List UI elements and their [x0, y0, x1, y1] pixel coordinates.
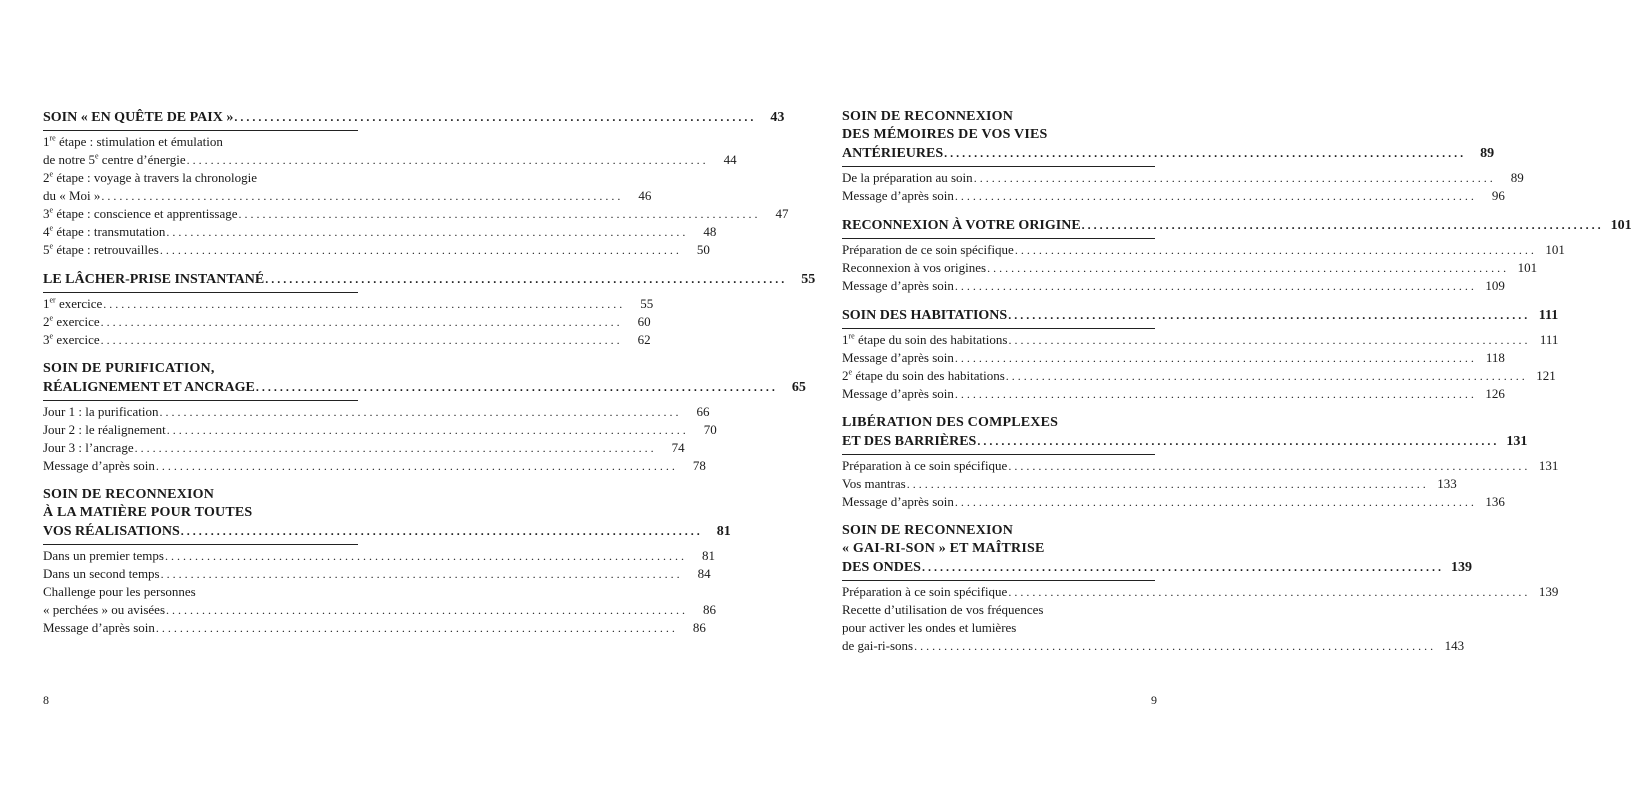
- entry-text: [842, 493, 954, 511]
- toc-entry: [842, 259, 1538, 277]
- entry-text-start: Vos mantras: [842, 476, 906, 491]
- entry-text: [43, 403, 159, 421]
- entry-text-start: du « Moi »: [43, 188, 101, 203]
- section-title-entry: [842, 306, 1559, 325]
- toc-entry: [43, 295, 654, 313]
- leader-dots: [944, 144, 1463, 162]
- entry-text: [43, 223, 165, 241]
- entry-text-start: Dans un second temps: [43, 566, 160, 581]
- entry-text-start: Reconnexion à vos origines: [842, 260, 987, 275]
- entry-text: [43, 421, 166, 439]
- entry-text: [43, 134, 223, 149]
- toc-entry: [842, 169, 1524, 187]
- toc-entry: [43, 187, 652, 205]
- entry-text: [43, 584, 196, 599]
- page-ref: 89: [1480, 146, 1495, 161]
- entry-text-start: 1: [43, 296, 50, 311]
- page-ref: 96: [1491, 188, 1505, 203]
- leader-dots: [955, 493, 1474, 511]
- toc-entry: [842, 457, 1559, 475]
- ordinal-suffix: er: [49, 295, 56, 305]
- entry-text: [842, 349, 954, 367]
- toc-entry: [842, 277, 1505, 295]
- leader-dots: [1082, 216, 1601, 234]
- entry-text: [842, 637, 913, 655]
- leader-dots: [922, 558, 1441, 576]
- page-ref: 101: [1517, 260, 1538, 275]
- toc-entry: [842, 583, 1559, 601]
- leader-dots: [955, 277, 1474, 295]
- section-title-line: SOIN DE RECONNEXION: [43, 487, 215, 502]
- page-ref: 50: [696, 242, 710, 257]
- entry-text-end: étape : retrouvailles: [53, 242, 159, 257]
- section-heading: [842, 522, 1472, 581]
- entry-text: [43, 601, 165, 619]
- section-title-entry: [43, 378, 806, 397]
- toc-entry: [43, 331, 651, 349]
- entry-text-end: exercice: [53, 332, 100, 347]
- toc-entry: [43, 439, 685, 457]
- page-ref: 44: [723, 152, 737, 167]
- page-ref: 101: [1545, 242, 1565, 257]
- toc-entry: [43, 403, 710, 421]
- leader-dots: [914, 637, 1433, 655]
- page-ref: 46: [638, 188, 652, 203]
- section-heading: [842, 108, 1495, 167]
- entry-text-start: Préparation à ce soin spécifique: [842, 584, 1008, 599]
- entry-text-start: Dans un premier temps: [43, 548, 164, 563]
- ordinal-suffix: re: [49, 133, 56, 143]
- page-ref: 136: [1485, 494, 1505, 509]
- entry-text-end: étape : conscience et apprentissage: [53, 206, 238, 221]
- toc-entry: [842, 619, 1155, 637]
- entry-text-start: 4: [43, 224, 50, 239]
- entry-text-start: Message d’après soin: [43, 620, 155, 635]
- section-title-entry: [842, 144, 1495, 163]
- entry-text: [43, 619, 155, 637]
- entry-text-start: Message d’après soin: [842, 494, 954, 509]
- toc-entry: [842, 349, 1505, 367]
- entry-text-start: Jour 1 : la purification: [43, 404, 159, 419]
- section-title-line: « GAI-RI-SON » ET MAÎTRISE: [842, 541, 1045, 556]
- toc-entry: [43, 241, 710, 259]
- entry-text-start: 1: [842, 332, 849, 347]
- entry-text-start: 2: [842, 368, 849, 383]
- entry-text: [43, 170, 257, 185]
- ordinal-suffix: e: [49, 205, 54, 215]
- entry-text-end: étape du soin des habitations: [852, 368, 1005, 383]
- page-ref: 66: [696, 404, 710, 419]
- page-ref: 121: [1536, 368, 1556, 383]
- section-title-text: SOIN « EN QUÊTE DE PAIX »: [43, 110, 234, 125]
- entry-text-start: 3: [43, 332, 50, 347]
- toc-section: [43, 360, 806, 475]
- entry-text: [43, 295, 102, 313]
- entry-text-start: de notre 5: [43, 152, 95, 167]
- entry-text-end: étape : voyage à travers la chronologie: [53, 170, 257, 185]
- section-title-text: RÉALIGNEMENT ET ANCRAGE: [43, 380, 255, 395]
- section-title-text: RECONNEXION À VOTRE ORIGINE: [842, 218, 1081, 233]
- entry-text: [842, 457, 1007, 475]
- ordinal-suffix: e: [49, 331, 54, 341]
- toc-entry: [43, 205, 789, 223]
- section-title-text: ANTÉRIEURES: [842, 146, 944, 161]
- entry-text: [43, 331, 100, 349]
- entry-text-start: Jour 3 : l’ancrage: [43, 440, 134, 455]
- toc-entry: [842, 241, 1565, 259]
- page-ref: 131: [1538, 458, 1559, 473]
- entry-text-end: étape du soin des habitations: [854, 332, 1008, 347]
- section-heading: [842, 306, 1559, 329]
- entry-text-start: Message d’après soin: [842, 188, 954, 203]
- page-ref: 111: [1539, 332, 1559, 347]
- page-ref: 55: [801, 272, 816, 287]
- entry-text: [842, 367, 1005, 385]
- section-title-line: LIBÉRATION DES COMPLEXES: [842, 415, 1059, 430]
- page-ref: 143: [1444, 638, 1465, 653]
- section-title-entry: [43, 270, 816, 289]
- entry-text: [43, 205, 238, 223]
- leader-dots: [1008, 306, 1527, 324]
- page-ref: 86: [703, 602, 717, 617]
- entry-text-start: pour activer les ondes et lumières: [842, 620, 1017, 635]
- toc-column-right: [842, 108, 1632, 666]
- page-ref: 48: [703, 224, 717, 239]
- entry-text-end: étape : stimulation et émulation: [55, 134, 223, 149]
- entry-text-start: Challenge pour les personnes: [43, 584, 196, 599]
- toc-section: [842, 306, 1559, 403]
- page-ref: 74: [671, 440, 685, 455]
- section-heading: [842, 414, 1528, 455]
- entry-text-start: 2: [43, 314, 50, 329]
- page-ref: 109: [1485, 278, 1505, 293]
- toc-entry: [842, 493, 1505, 511]
- page-number-right: 9: [1151, 693, 1157, 707]
- entry-text-start: Recette d’utilisation de vos fréquences: [842, 602, 1044, 617]
- section-title-line: À LA MATIÈRE POUR TOUTES: [43, 505, 253, 520]
- toc-entry: [43, 547, 715, 565]
- entry-text: [842, 277, 954, 295]
- entry-text-start: Préparation à ce soin spécifique: [842, 458, 1008, 473]
- ordinal-suffix: e: [49, 313, 54, 323]
- page-ref: 70: [703, 422, 717, 437]
- entry-text: [43, 151, 186, 169]
- entry-text-start: Message d’après soin: [842, 350, 954, 365]
- entry-text: [842, 187, 954, 205]
- toc-section: [842, 216, 1632, 295]
- page-ref: 62: [637, 332, 651, 347]
- page-ref: 139: [1450, 560, 1472, 575]
- entry-text-end: étape : transmutation: [53, 224, 166, 239]
- page-ref: 101: [1610, 218, 1632, 233]
- section-title-line: SOIN DE RECONNEXION: [842, 109, 1014, 124]
- page-ref: 139: [1538, 584, 1559, 599]
- leader-dots: [974, 169, 1493, 187]
- section-title-entry: [43, 522, 731, 541]
- toc-entry: [43, 169, 358, 187]
- section-title-text: VOS RÉALISATIONS: [43, 524, 180, 539]
- page-ref: 81: [701, 548, 715, 563]
- entry-text: [43, 547, 164, 565]
- section-title-line: SOIN DE PURIFICATION,: [43, 361, 215, 376]
- toc-section: [43, 108, 789, 259]
- entry-text: [842, 169, 973, 187]
- ordinal-suffix: e: [49, 241, 54, 251]
- page-ref: 111: [1538, 308, 1559, 323]
- entry-text: [43, 565, 160, 583]
- toc-section: [43, 270, 816, 349]
- leader-dots: [1008, 583, 1527, 601]
- entry-text-start: 3: [43, 206, 50, 221]
- toc-entry: [842, 367, 1556, 385]
- section-title-line: DES MÉMOIRES DE VOS VIES: [842, 127, 1048, 142]
- toc-column-left: [43, 108, 816, 648]
- entry-text: [842, 620, 1016, 635]
- entry-text-start: 1: [43, 134, 50, 149]
- section-title-text: SOIN DES HABITATIONS: [842, 308, 1008, 323]
- toc-entry: [43, 619, 706, 637]
- page-ref: 86: [692, 620, 706, 635]
- leader-dots: [1008, 457, 1527, 475]
- entry-text: [43, 241, 159, 259]
- leader-dots: [907, 475, 1426, 493]
- leader-dots: [987, 259, 1506, 277]
- page-ref: 65: [791, 380, 806, 395]
- leader-dots: [977, 432, 1496, 450]
- section-title-entry: [43, 108, 785, 127]
- entry-text-start: De la préparation au soin: [842, 170, 973, 185]
- toc-section: [43, 486, 731, 637]
- page-ref: 43: [770, 110, 785, 125]
- leader-dots: [955, 385, 1474, 403]
- page-ref: 78: [692, 458, 706, 473]
- leader-dots: [1008, 331, 1527, 349]
- toc-entry: [842, 331, 1559, 349]
- section-title-text: LE LÂCHER-PRISE INSTANTANÉ: [43, 272, 265, 287]
- section-heading: [842, 216, 1632, 239]
- page-ref: 84: [697, 566, 711, 581]
- toc-entry: [842, 637, 1465, 655]
- toc-section: [842, 108, 1524, 205]
- entry-text-start: Message d’après soin: [842, 386, 954, 401]
- toc-entry: [43, 583, 358, 601]
- page-ref: 118: [1485, 350, 1505, 365]
- entry-text: [842, 331, 1007, 349]
- leader-dots: [1015, 241, 1534, 259]
- page-ref: 60: [637, 314, 651, 329]
- entry-text: [842, 475, 906, 493]
- ordinal-suffix: e: [49, 223, 54, 233]
- entry-text-start: de gai-ri-sons: [842, 638, 914, 653]
- entry-text-start: 5: [43, 242, 50, 257]
- ordinal-suffix: e: [848, 367, 853, 377]
- toc-entry: [842, 187, 1505, 205]
- page-ref: 126: [1485, 386, 1505, 401]
- entry-text: [842, 583, 1007, 601]
- toc-entry: [43, 565, 711, 583]
- toc-section: [842, 522, 1559, 655]
- toc-entry: [43, 313, 651, 331]
- entry-text-start: Préparation de ce soin spécifique: [842, 242, 1014, 257]
- entry-text: [842, 259, 986, 277]
- entry-text-start: Message d’après soin: [43, 458, 155, 473]
- section-title-entry: [842, 216, 1632, 235]
- toc-entry: [842, 601, 1155, 619]
- ordinal-suffix: e: [94, 151, 99, 161]
- toc-entry: [842, 475, 1457, 493]
- section-title-text: ET DES BARRIÈRES: [842, 434, 977, 449]
- page-ref: 47: [775, 206, 789, 221]
- entry-text: [43, 313, 100, 331]
- entry-text: [43, 187, 100, 205]
- entry-text: [842, 241, 1014, 259]
- entry-text-start: Message d’après soin: [842, 278, 954, 293]
- entry-text: [43, 457, 155, 475]
- toc-section: [842, 414, 1559, 511]
- page-ref: 133: [1437, 476, 1457, 491]
- page-ref: 81: [716, 524, 731, 539]
- entry-text: [43, 439, 134, 457]
- entry-text-end: exercice: [55, 296, 103, 311]
- ordinal-suffix: re: [848, 331, 855, 341]
- toc-entry: [43, 421, 717, 439]
- entry-text-start: 2: [43, 170, 50, 185]
- leader-dots: [955, 187, 1474, 205]
- page-ref: 89: [1510, 170, 1524, 185]
- section-title-entry: [842, 558, 1472, 577]
- section-title-entry: [842, 432, 1528, 451]
- leader-dots: [955, 349, 1474, 367]
- ordinal-suffix: e: [49, 169, 54, 179]
- toc-entry: [43, 223, 717, 241]
- entry-text-start: « perchées » ou avisées: [43, 602, 166, 617]
- leader-dots: [1006, 367, 1525, 385]
- page-number-left: 8: [43, 693, 49, 707]
- section-title-line: SOIN DE RECONNEXION: [842, 523, 1014, 538]
- entry-text-end: centre d’énergie: [98, 152, 186, 167]
- entry-text-start: Jour 2 : le réalignement: [43, 422, 166, 437]
- section-heading: [43, 360, 806, 401]
- section-heading: [43, 270, 816, 293]
- page-ref: 55: [640, 296, 654, 311]
- toc-entry: [43, 601, 717, 619]
- toc-entry: [43, 133, 358, 151]
- section-title-text: DES ONDES: [842, 560, 921, 575]
- toc-entry: [842, 385, 1505, 403]
- page-ref: 131: [1506, 434, 1528, 449]
- section-heading: [43, 486, 731, 545]
- entry-text: [842, 602, 1043, 617]
- toc-entry: [43, 151, 737, 169]
- toc-entry: [43, 457, 706, 475]
- entry-text: [842, 385, 954, 403]
- section-heading: [43, 108, 785, 131]
- entry-text-end: exercice: [53, 314, 100, 329]
